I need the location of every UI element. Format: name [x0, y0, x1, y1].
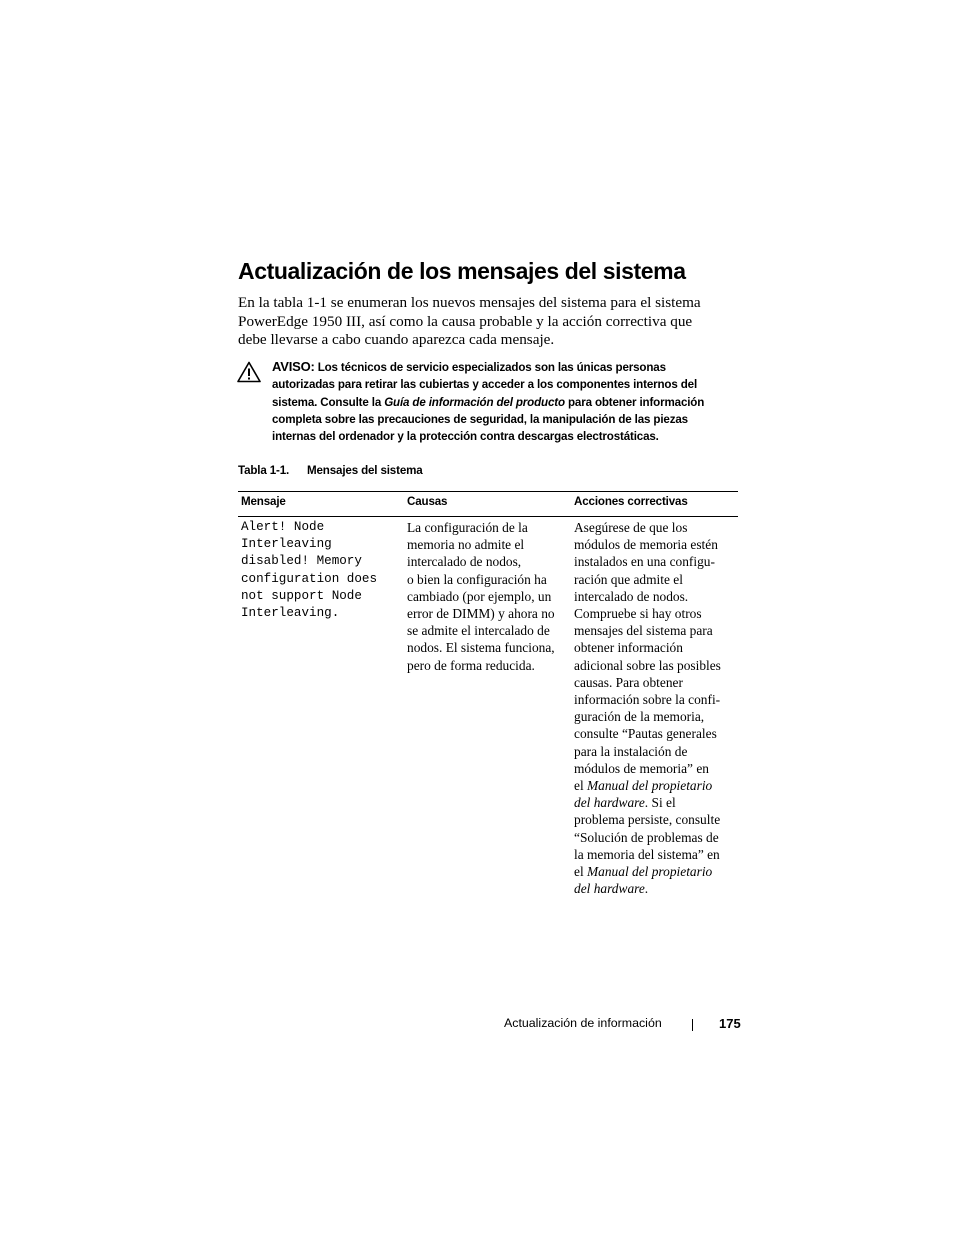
- warning-label: AVISO:: [272, 359, 315, 374]
- column-header-actions: Acciones correctivas: [574, 495, 688, 508]
- warning-notice: [272, 358, 742, 445]
- table-header-row: [238, 492, 738, 516]
- cause-line: o bien la configuración ha: [407, 571, 547, 587]
- action-line: adicional sobre las posibles: [574, 657, 721, 673]
- action-cell: [574, 519, 721, 897]
- message-line: Alert! Node: [241, 520, 325, 534]
- cause-line: cambiado (por ejemplo, un: [407, 588, 552, 604]
- action-line: la memoria del sistema” en: [574, 846, 720, 862]
- cause-line: La configuración de la: [407, 520, 528, 535]
- table-caption: [238, 464, 423, 477]
- warning-text: para obtener información: [564, 395, 705, 409]
- column-header-causes: Causas: [407, 495, 448, 508]
- intro-line: En la tabla 1-1 se enumeran los nuevos mensajes del sistema para el sistema: [238, 294, 701, 311]
- action-line: problema persiste, consulte: [574, 812, 721, 828]
- manual-title: del hardware: [574, 881, 645, 897]
- cause-line: nodos. El sistema funciona,: [407, 640, 555, 656]
- action-text: el: [574, 778, 588, 794]
- action-line: información sobre la confi-: [574, 692, 721, 708]
- message-line: Interleaving.: [241, 606, 340, 621]
- action-text: . Si el: [644, 795, 676, 811]
- intro-line: PowerEdge 1950 III, así como la causa probable y la acción correctiva que: [238, 312, 693, 330]
- message-line: configuration does: [241, 571, 378, 586]
- action-line: para la instalación de: [574, 743, 688, 759]
- warning-line: autorizadas para retirar las cubiertas y acceder a los componentes internos del: [272, 378, 698, 392]
- warning-line: completa sobre las precauciones de seguridad, la manipulación de las piezas: [272, 412, 688, 426]
- intro-paragraph: [238, 294, 738, 350]
- cause-line: intercalado de nodos,: [407, 554, 522, 570]
- product-guide-title: Guía de información del producto: [384, 395, 565, 409]
- table-row: [238, 517, 738, 917]
- manual-title: Manual del propietario: [587, 778, 713, 794]
- warning-text: sistema. Consulte la: [272, 395, 385, 409]
- message-line: not support Node: [241, 588, 362, 603]
- message-line: Interleaving: [241, 537, 332, 552]
- action-line: Asegúrese de que los: [574, 520, 688, 535]
- message-cell: [241, 519, 377, 622]
- warning-triangle-icon: [237, 361, 261, 383]
- action-line: instalados en una configu-: [574, 554, 715, 570]
- action-line: consulte “Pautas generales: [574, 726, 717, 742]
- manual-title: Manual del propietario: [587, 864, 713, 880]
- section-heading: Actualización de los mensajes del sistema: [238, 258, 686, 284]
- action-line: Compruebe si hay otros: [574, 606, 702, 622]
- action-line: [574, 794, 721, 811]
- manual-title: del hardware: [574, 795, 645, 811]
- warning-text: Los técnicos de servicio especializados son las únicas personas: [314, 361, 666, 374]
- action-line: [574, 880, 721, 897]
- cause-line: pero de forma reducida.: [407, 657, 535, 673]
- footer-section-title: Actualización de información: [504, 1016, 662, 1030]
- action-line: módulos de memoria estén: [574, 537, 718, 553]
- action-line: [574, 777, 721, 794]
- warning-line: [272, 358, 742, 376]
- action-line: ración que admite el: [574, 571, 683, 587]
- footer-separator: [692, 1019, 693, 1031]
- table-caption-number: Tabla 1-1.: [238, 464, 290, 477]
- warning-line: [272, 394, 742, 411]
- cause-cell: [407, 519, 555, 674]
- page-number: 175: [719, 1016, 741, 1031]
- action-text: el: [574, 864, 588, 880]
- action-line: causas. Para obtener: [574, 674, 683, 690]
- action-line: módulos de memoria” en: [574, 760, 709, 776]
- system-messages-table: [238, 491, 738, 917]
- column-header-message: Mensaje: [241, 495, 286, 508]
- cause-line: memoria no admite el: [407, 537, 525, 553]
- intro-line: debe llevarse a cabo cuando aparezca cada mensaje.: [238, 331, 555, 348]
- action-line: “Solución de problemas de: [574, 829, 719, 845]
- action-line: mensajes del sistema para: [574, 623, 713, 639]
- message-line: disabled! Memory: [241, 554, 362, 569]
- cause-line: error de DIMM) y ahora no: [407, 606, 555, 622]
- warning-line: internas del ordenador y la protección contra descargas electrostáticas.: [272, 430, 659, 444]
- action-line: guración de la memoria,: [574, 709, 705, 725]
- action-text: .: [644, 881, 649, 897]
- action-line: intercalado de nodos.: [574, 588, 689, 604]
- action-line: [574, 863, 721, 880]
- cause-line: se admite el intercalado de: [407, 623, 550, 639]
- action-line: obtener información: [574, 640, 683, 656]
- table-caption-title: Mensajes del sistema: [307, 464, 423, 477]
